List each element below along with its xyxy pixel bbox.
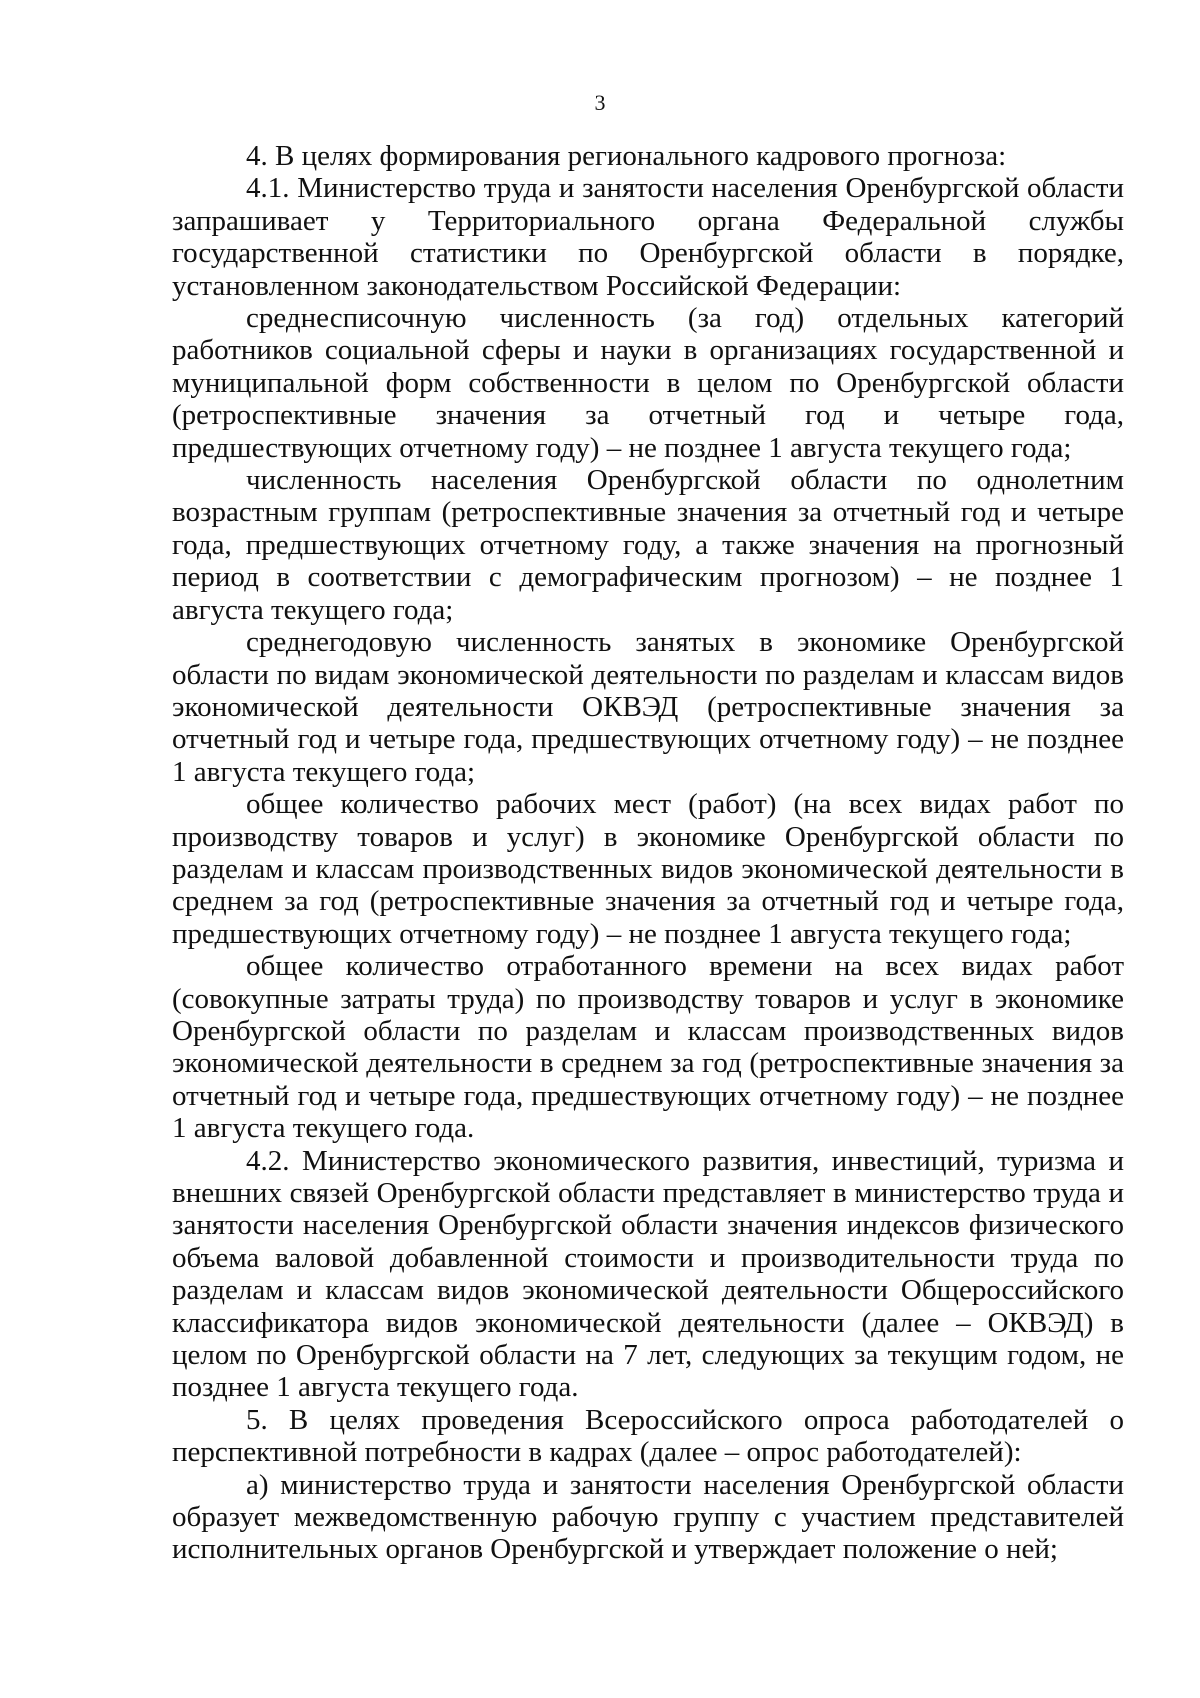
paragraph-employed-by-activity: среднегодовую численность занятых в экономике Оренбургской области по видам экономической деятельности по разделам и классам видов экономической деятельности ОКВЭД (ретроспективные значения за отчетный год и четыре года, предшествующих отчетному году) – не позднее 1 августа текущего года; [172,626,1124,788]
paragraph-5-heading: 5. В целях проведения Всероссийского опроса работодателей о перспективной потребности в кадрах (далее – опрос работодателей): [172,1403,1124,1469]
paragraph-4-1: 4.1. Министерство труда и занятости населения Оренбургской области запрашивает у Территориального органа Федеральной службы государственной статистики по Оренбургской области в порядке, установленном законодательством Российской Федерации: [172,172,1124,302]
paragraph-4-2: 4.2. Министерство экономического развития, инвестиций, туризма и внешних связей Оренбургской области представляет в министерство труда и занятости населения Оренбургской области значения индексов физического объема валовой добавленной стоимости и производительности труда по разделам и классам видов экономической деятельности Общероссийского классификатора видов экономической деятельности (далее – ОКВЭД) в целом по Оренбургской области на 7 лет, следующих за текущим годом, не позднее 1 августа текущего года. [172,1144,1124,1404]
paragraph-worked-time: общее количество отработанного времени на всех видах работ (совокупные затраты труда) по производству товаров и услуг в экономике Оренбургской области по разделам и классам производственных видов экономической деятельности в среднем за год (ретроспективные значения за отчетный год и четыре года, предшествующих отчетному году) – не позднее 1 августа текущего года. [172,950,1124,1145]
paragraph-workplaces-count: общее количество рабочих мест (работ) (на всех видах работ по производству товаров и услуг) в экономике Оренбургской области по разделам и классам производственных видов экономической деятельности в среднем за год (ретроспективные значения за отчетный год и четыре года, предшествующих отчетному году) – не позднее 1 августа текущего года; [172,788,1124,950]
paragraph-5-a: а) министерство труда и занятости населения Оренбургской области образует межведомственную рабочую группу с участием представителей исполнительных органов Оренбургской и утверждает положение о ней; [172,1468,1124,1566]
paragraph-average-headcount: среднесписочную численность (за год) отдельных категорий работников социальной сферы и науки в организациях государственной и муниципальной форм собственности в целом по Оренбургской области (ретроспективные значения за отчетный год и четыре года, предшествующих отчетному году) – не позднее 1 августа текущего года; [172,302,1124,464]
paragraph-population-by-age: численность населения Оренбургской области по однолетним возрастным группам (ретроспективные значения за отчетный год и четыре года, предшествующих отчетному году, а также значения на прогнозный период в соответствии с демографическим прогнозом) – не позднее 1 августа текущего года; [172,464,1124,626]
page-number: 3 [594,90,606,115]
paragraph-4-heading: 4. В целях формирования регионального кадрового прогноза: [246,140,1007,172]
document-body [172,140,1124,1566]
